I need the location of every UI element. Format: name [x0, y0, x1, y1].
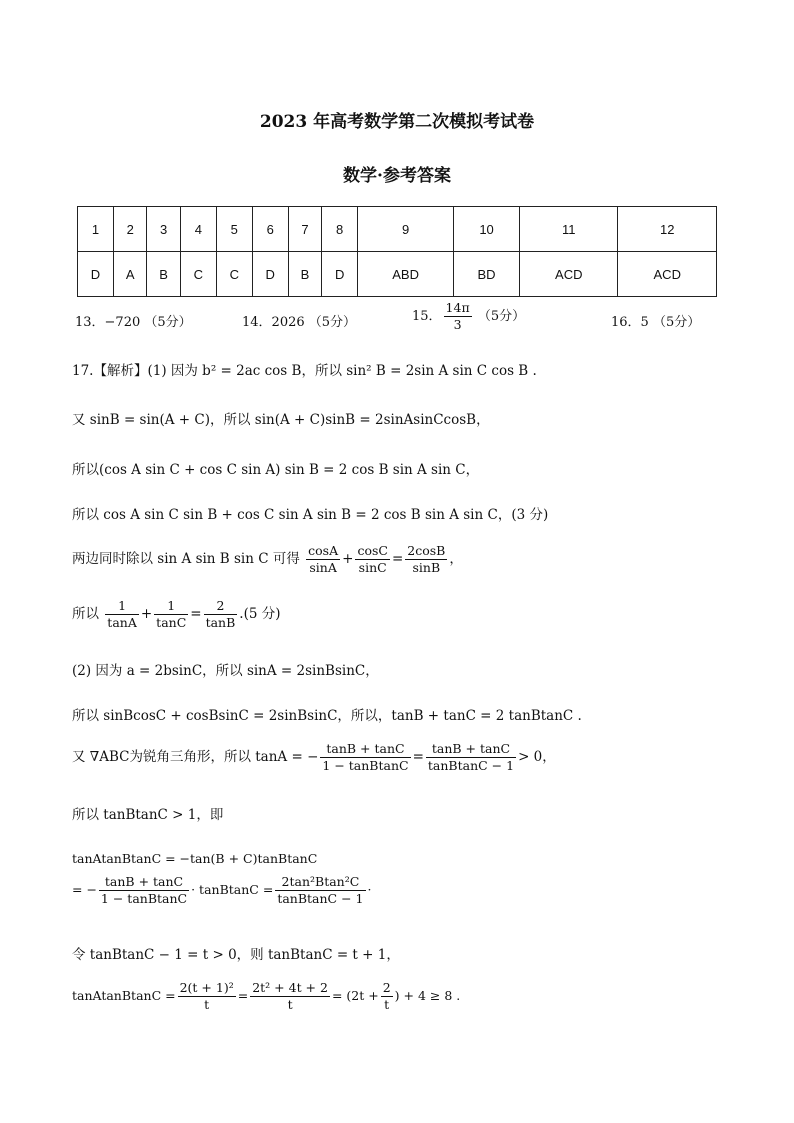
page-title: 2023 年高考数学第二次模拟考试卷: [259, 112, 535, 132]
question-number: 6: [252, 207, 288, 252]
answer-table-number-row: [78, 207, 717, 252]
answer-cell: C: [180, 252, 216, 297]
answer-cell: D: [252, 252, 288, 297]
solution-line-1: 17.【解析】(1) 因为 b² = 2ac cos B，所以 sin² B = 2sin A sin C cos B .: [72, 363, 537, 379]
fraction: $\frac{\text{2(t + 1)²}}{t}$: [179, 980, 234, 1012]
solution-line-6: 所以 $\frac{1}{\tan A}$ + $\frac{1}{\tan C}$ = $\frac{2}{\tan B}$ .(5 分): [72, 598, 281, 630]
fraction: $\frac{\tan B + \tan C}{\text{1 − tanBtanC}}$: [322, 741, 409, 773]
question-number: 1: [78, 207, 114, 252]
question-number: 7: [288, 207, 321, 252]
answer-table-answer-row: [78, 252, 717, 297]
solution-line-5: 两边同时除以 sin A sin B sin C 可得 $\frac{\cos A}{\sin A}$ + $\frac{\cos C}{\sin C}$ = $\frac{2\cos B}{\sin B}$ ，: [72, 543, 463, 575]
answer-cell: D: [78, 252, 114, 297]
question-number: 3: [147, 207, 180, 252]
solution-line-12: = − $\frac{\tan B + \tan C}{\text{1 − tanBtanC}}$ · tanBtanC = $\frac{\text{2tan²Btan²C}}{\text{tanBtanC − 1}}$ ·: [72, 874, 372, 906]
answer-cell: B: [147, 252, 180, 297]
fill-answer-16: 16．5 （5分）: [611, 315, 701, 330]
fill-answer-15-score: （5分）: [477, 309, 526, 324]
fraction: $\frac{14\pi}{3}$: [445, 300, 470, 332]
solution-line-13: 令 tanBtanC − 1 = t > 0，则 tanBtanC = t + 1，: [72, 947, 400, 963]
solution-line-8: 所以 sinBcosC + cosBsinC = 2sinBsinC，所以，tanB + tanC = 2 tanBtanC .: [72, 708, 582, 724]
solution-line-11: tanAtanBtanC = −tan(B + C)tanBtanC: [72, 851, 318, 866]
answer-cell: A: [113, 252, 146, 297]
question-number: 8: [322, 207, 358, 252]
fraction: $\frac{\text{2tan²Btan²C}}{\text{tanBtanC − 1}}$: [277, 874, 364, 906]
solution-line-14: tanAtanBtanC = $\frac{\text{2(t + 1)²}}{t}$ = $\frac{\text{2t² + 4t + 2}}{t}$ = (2t + $\frac{2}{t}$ ) + 4 ≥ 8 .: [72, 980, 461, 1012]
answer-cell: ABD: [358, 252, 454, 297]
answer-cell: B: [288, 252, 321, 297]
fill-answer-15-label: 15．: [412, 309, 442, 324]
fraction: $\frac{1}{\tan C}$: [156, 598, 187, 630]
fraction: $\frac{\text{2t² + 4t + 2}}{t}$: [252, 980, 328, 1012]
solution-line-3: 所以(cos A sin C + cos C sin A) sin B = 2 cos B sin A sin C，: [72, 462, 480, 478]
question-number: 2: [113, 207, 146, 252]
answer-cell: ACD: [520, 252, 618, 297]
page-subtitle: 数学·参考答案: [343, 166, 451, 186]
fraction: $\frac{2}{t}$: [382, 980, 391, 1012]
solution-line-4: 所以 cos A sin C sin B + cos C sin A sin B = 2 cos B sin A sin C，(3 分): [72, 507, 549, 523]
answer-cell: D: [322, 252, 358, 297]
answer-cell: C: [216, 252, 252, 297]
question-number: 12: [618, 207, 717, 252]
fraction: $\frac{\tan B + \tan C}{\text{1 − tanBtanC}}$: [100, 874, 188, 906]
solution-line-10: 所以 tanBtanC > 1，即: [72, 807, 224, 823]
answer-cell: BD: [454, 252, 520, 297]
question-number: 10: [454, 207, 520, 252]
question-number: 9: [358, 207, 454, 252]
solution-line-2: 又 sinB = sin(A + C)，所以 sin(A + C)sinB = 2sinAsinCcosB，: [72, 412, 490, 428]
solution-line-7: (2) 因为 a = 2bsinC，所以 sinA = 2sinBsinC，: [72, 663, 379, 679]
fraction: $\frac{1}{\tan A}$: [107, 598, 137, 630]
fill-answer-13: 13．−720 （5分）: [75, 315, 192, 330]
solution-line-9: 又 ∇ABC为锐角三角形，所以 tanA = − $\frac{\tan B + \tan C}{\text{1 − tanBtanC}}$ = $\frac{\tan B + \tan C}{\text{tanBtanC − 1}}$ > 0，: [72, 741, 556, 773]
fill-answer-15: [412, 300, 525, 333]
fraction: $\frac{\cos C}{\sin C}$: [357, 543, 388, 575]
answer-table: [77, 206, 717, 297]
fill-answer-14: 14．2026 （5分）: [242, 315, 357, 330]
answer-cell: ACD: [618, 252, 717, 297]
question-number: 5: [216, 207, 252, 252]
fraction: $\frac{\tan B + \tan C}{\text{tanBtanC − 1}}$: [427, 741, 515, 773]
fraction: $\frac{2}{\tan B}$: [205, 598, 236, 630]
fraction: $\frac{\cos A}{\sin A}$: [308, 543, 339, 575]
question-number: 4: [180, 207, 216, 252]
fraction: $\frac{2\cos B}{\sin B}$: [407, 543, 446, 575]
question-number: 11: [520, 207, 618, 252]
